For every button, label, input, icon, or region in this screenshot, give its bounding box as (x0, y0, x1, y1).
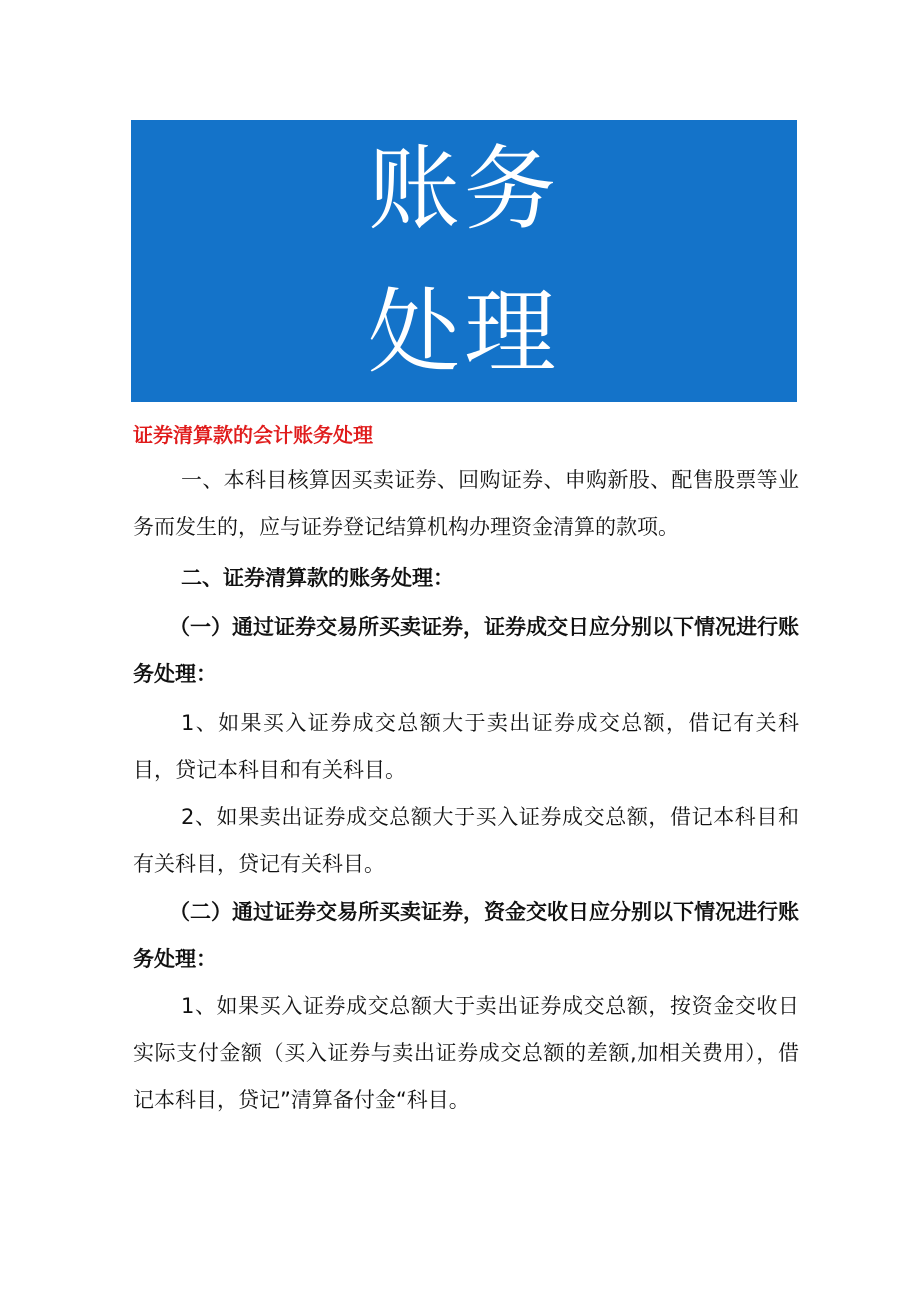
document-title: 证券清算款的会计账务处理 (133, 423, 373, 447)
paragraph-item-2-1: 1、如果买入证券成交总额大于卖出证券成交总额，按资金交收日实际支付金额（买入证券与卖出证券成交总额的差额,加相关费用），借记本科目，贷记”清算备付金“科目。 (133, 994, 799, 1112)
title-banner (131, 120, 797, 402)
paragraph-item-1-2: 2、如果卖出证券成交总额大于买入证券成交总额，借记本科目和有关科目，贷记有关科目。 (133, 805, 799, 876)
banner-title-line-1: 账务 (367, 136, 560, 243)
section-heading-2: 二、证券清算款的账务处理： (181, 566, 454, 590)
paragraph-item-1-1: 1、如果买入证券成交总额大于卖出证券成交总额，借记有关科目，贷记本科目和有关科目。 (133, 711, 799, 782)
subsection-heading-1: （一）通过证券交易所买卖证券，证券成交日应分别以下情况进行账务处理： (133, 615, 799, 686)
paragraph-scope: 一、本科目核算因买卖证券、回购证券、申购新股、配售股票等业务而发生的，应与证券登记结算机构办理资金清算的款项。 (133, 468, 799, 539)
subsection-heading-2: （二）通过证券交易所买卖证券，资金交收日应分别以下情况进行账务处理： (133, 900, 799, 971)
banner-title-line-2: 处理 (367, 279, 560, 386)
